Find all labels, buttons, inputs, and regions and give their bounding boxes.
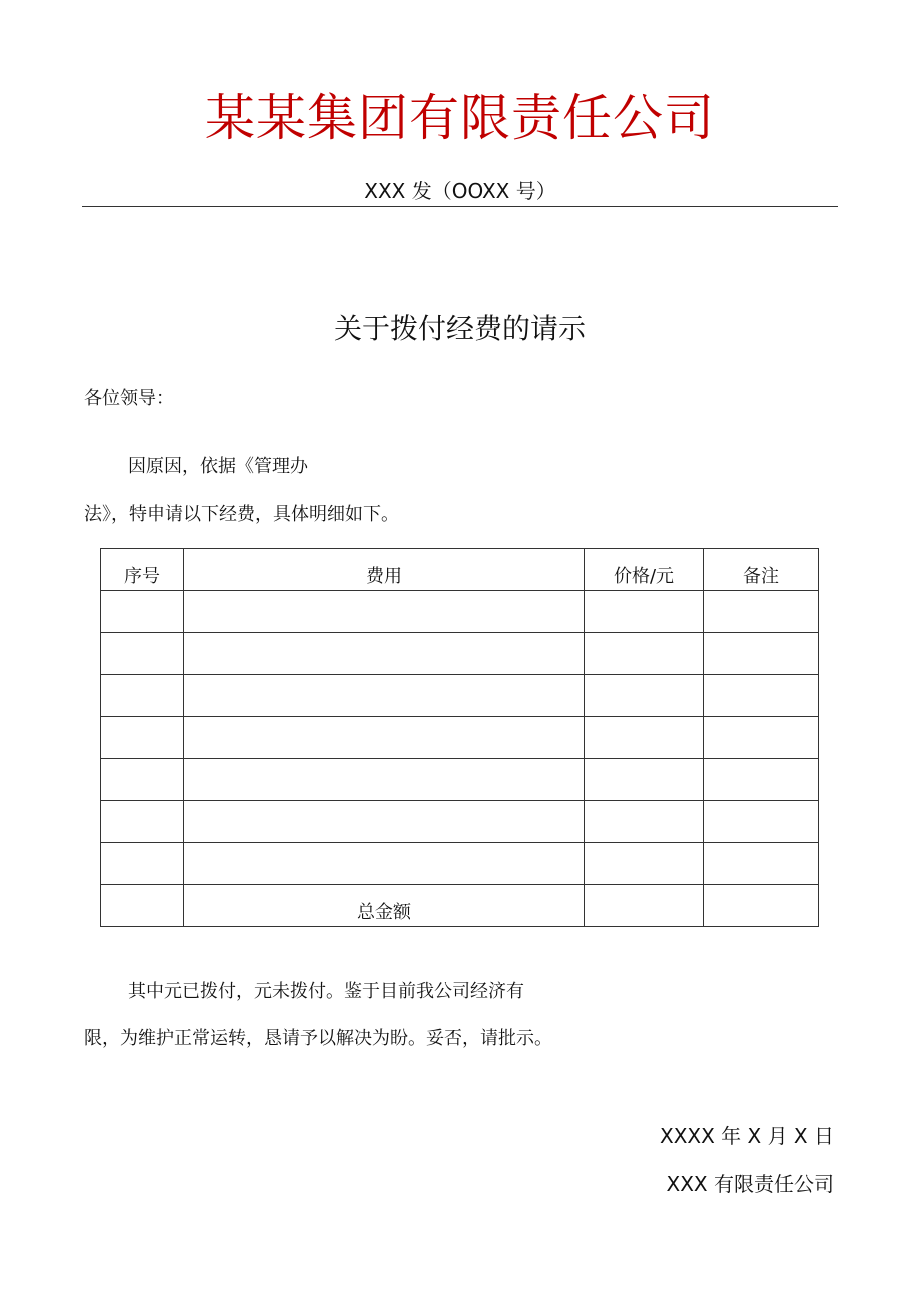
table-cell[interactable] — [704, 843, 819, 885]
signer-company: XXX 有限责任公司 — [666, 1172, 834, 1196]
header-divider — [82, 206, 838, 207]
table-cell[interactable] — [101, 591, 184, 633]
paragraph-2-line-1: 其中元已拨付，元未拨付。鉴于目前我公司经济有 — [128, 981, 524, 1002]
table-cell[interactable] — [184, 717, 585, 759]
paragraph-1-line-1: 因原因，依据《管理办 — [128, 456, 308, 477]
table-row — [101, 675, 819, 717]
table-cell[interactable] — [101, 843, 184, 885]
table-cell[interactable] — [184, 591, 585, 633]
total-amount-label: 总金额 — [184, 885, 585, 927]
header-serial-number: 序号 — [101, 549, 184, 591]
header-price: 价格/元 — [585, 549, 704, 591]
table-row — [101, 591, 819, 633]
table-cell[interactable] — [585, 759, 704, 801]
total-amount-value[interactable] — [585, 885, 704, 927]
table-cell[interactable] — [184, 675, 585, 717]
table-cell[interactable] — [585, 591, 704, 633]
paragraph-2-line-2: 限，为维护正常运转，恳请予以解决为盼。妥否，请批示。 — [84, 1028, 552, 1049]
document-title: 关于拨付经费的请示 — [333, 312, 586, 345]
table-total-row — [101, 885, 819, 927]
table-cell[interactable] — [704, 675, 819, 717]
table-cell[interactable] — [585, 675, 704, 717]
table-cell[interactable] — [101, 633, 184, 675]
table-cell[interactable] — [101, 885, 184, 927]
table-row — [101, 633, 819, 675]
salutation: 各位领导： — [84, 388, 174, 409]
table-row — [101, 843, 819, 885]
table-cell[interactable] — [704, 801, 819, 843]
table-cell[interactable] — [101, 759, 184, 801]
header-remarks: 备注 — [704, 549, 819, 591]
table-cell[interactable] — [585, 717, 704, 759]
table-cell[interactable] — [101, 801, 184, 843]
table-row — [101, 717, 819, 759]
table-cell[interactable] — [184, 633, 585, 675]
table-cell[interactable] — [704, 591, 819, 633]
table-cell[interactable] — [184, 801, 585, 843]
table-row — [101, 759, 819, 801]
table-cell[interactable] — [585, 843, 704, 885]
paragraph-1-line-2: 法》，特申请以下经费，具体明细如下。 — [84, 504, 399, 525]
table-cell[interactable] — [101, 675, 184, 717]
table-cell[interactable] — [184, 843, 585, 885]
expense-table — [100, 548, 819, 927]
header-expense: 费用 — [184, 549, 585, 591]
table-cell[interactable] — [704, 717, 819, 759]
company-name: 某某集团有限责任公司 — [205, 89, 715, 147]
table-cell[interactable] — [704, 885, 819, 927]
table-cell[interactable] — [184, 759, 585, 801]
table-cell[interactable] — [585, 801, 704, 843]
table-cell[interactable] — [704, 759, 819, 801]
table-cell[interactable] — [585, 633, 704, 675]
table-header-row — [101, 549, 819, 591]
document-date: XXXX 年 X 月 X 日 — [660, 1124, 834, 1148]
document-number: XXX 发（OOXX 号） — [364, 179, 556, 203]
table-cell[interactable] — [704, 633, 819, 675]
table-row — [101, 801, 819, 843]
table-cell[interactable] — [101, 717, 184, 759]
